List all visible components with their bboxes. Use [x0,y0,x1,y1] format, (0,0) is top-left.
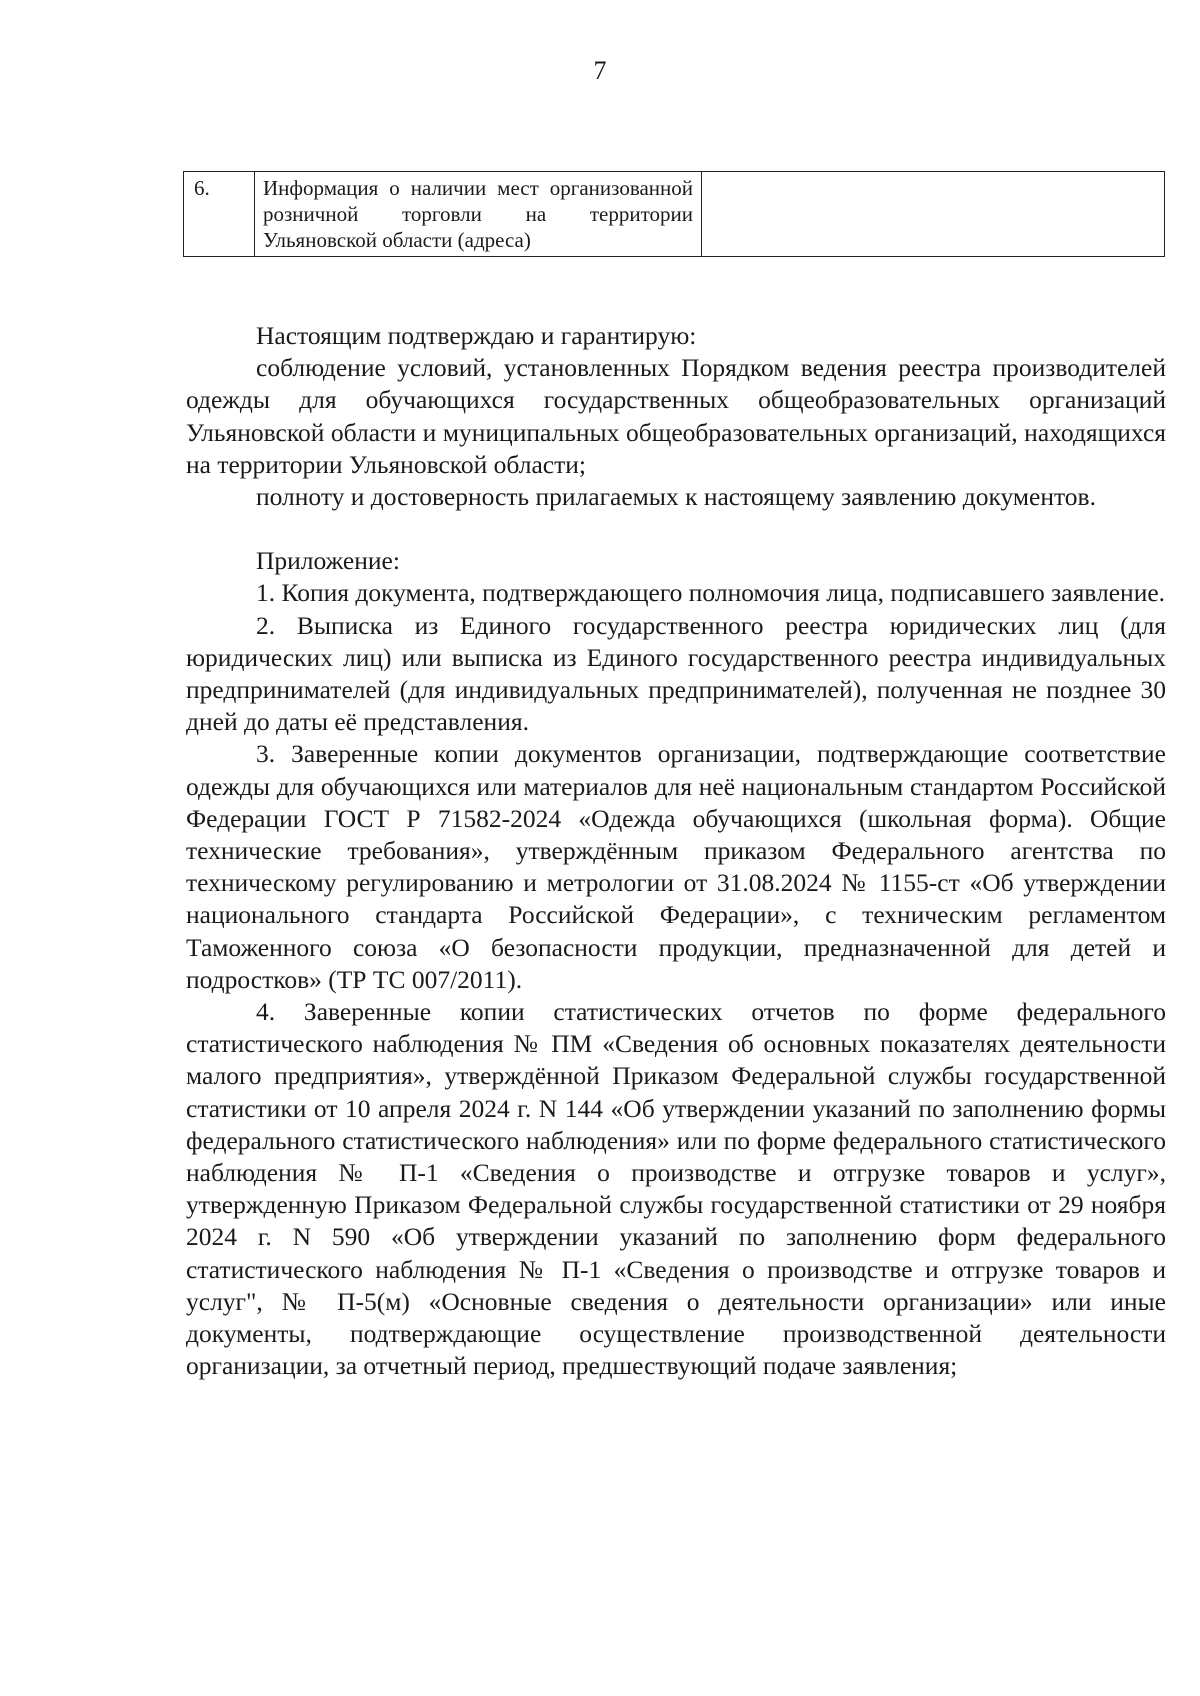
appendix-item: 4. Заверенные копии статистических отчетов по форме федерального статистического наблюдения № ПМ «Сведения об основных показателях деятельности малого предприятия», утверждённой Приказом Федеральной службы государственной статистики от 10 апреля 2024 г. N 144 «Об утверждении указаний по заполнению формы федерального статистического наблюдения» или по форме федерального статистического наблюдения № П-1 «Сведения о производстве и отгрузке товаров и услуг», утвержденную Приказом Федеральной службы государственной статистики от 29 ноября 2024 г. N 590 «Об утверждении указаний по заполнению форм федерального статистического наблюдения № П-1 «Сведения о производстве и отгрузке товаров и услуг", № П-5(м) «Основные сведения о деятельности организации» или иные документы, подтверждающие осуществление производственной деятельности организации, за отчетный период, предшествующий подаче заявления; [186,997,1166,1381]
info-table [183,171,1165,257]
spacer [186,513,1166,545]
document-body [186,320,1166,1383]
appendix-item: 3. Заверенные копии документов организации, подтверждающие соответствие одежды для обучающихся или материалов для неё национальным стандартом Российской Федерации ГОСТ Р 71582-2024 «Одежда обучающихся (школьная форма). Общие технические требования», утверждённым приказом Федерального агентства по техническому регулированию и метрологии от 31.08.2024 № 1155-ст «Об утверждении национального стандарта Российской Федерации», с техническим регламентом Таможенного союза «О безопасности продукции, предназначенной для детей и подростков» (ТР ТС 007/2011). [186,739,1166,994]
appendix-heading: Приложение: [256,546,400,576]
row-number-cell: 6. [184,172,255,257]
appendix-item: 1. Копия документа, подтверждающего полномочия лица, подписавшего заявление. [256,578,1166,608]
confirmation-item: соблюдение условий, установленных Порядком ведения реестра производителей одежды для обучающихся государственных общеобразовательных организаций Ульяновской области и муниципальных общеобразовательных организаций, находящихся на территории Ульяновской области; [186,353,1166,479]
confirmation-item: полноту и достоверность прилагаемых к настоящему заявлению документов. [256,482,1096,512]
row-value-cell [702,172,1165,257]
row-label-cell: Информация о наличии мест организованной розничной торговли на территории Ульяновской области (адреса) [255,172,702,257]
page-number: 7 [593,56,607,85]
table-row [184,172,1165,257]
appendix-item: 2. Выписка из Единого государственного реестра юридических лиц (для юридических лиц) или выписка из Единого государственного реестра индивидуальных предпринимателей (для индивидуальных предпринимателей), полученная не позднее 30 дней до даты её представления. [186,610,1166,737]
confirmation-intro: Настоящим подтверждаю и гарантирую: [256,321,697,350]
